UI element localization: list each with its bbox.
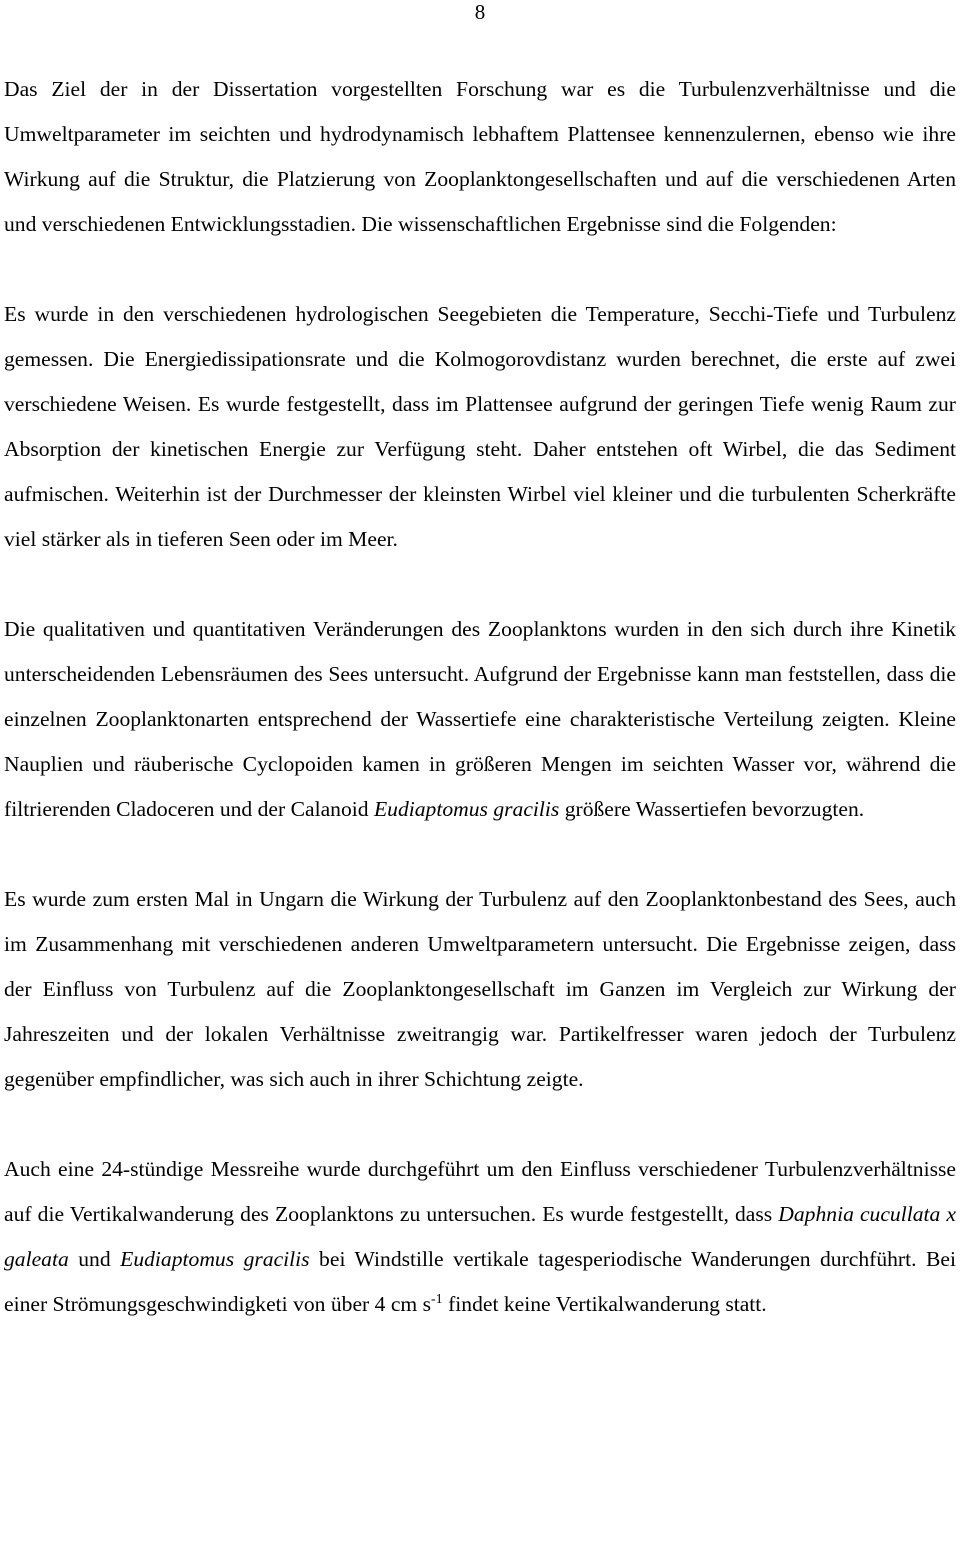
species-name: Daphnia cucullata x galeata [4, 1202, 956, 1271]
paragraph-gap [4, 832, 956, 877]
unit-exponent: -1 [431, 1292, 443, 1307]
paragraph-5-text-d: findet keine Vertikalwanderung statt. [442, 1292, 767, 1316]
paragraph-gap [4, 562, 956, 607]
paragraph-gap [4, 247, 956, 292]
paragraph-gap [4, 1102, 956, 1147]
paragraph-3 [4, 607, 956, 832]
paragraph-2: Es wurde in den verschiedenen hydrologischen Seegebieten die Temperature, Secchi-Tiefe und Turbulenz gemessen. Die Energiedissipationsrate und die Kolmogorovdistanz wurden berechnet, die erste auf zwei verschiedene Weisen. Es wurde festgestellt, dass im Plattensee aufgrund der geringen Tiefe wenig Raum zur Absorption der kinetischen Energie zur Verfügung steht. Daher entstehen oft Wirbel, die das Sediment aufmischen. Weiterhin ist der Durchmesser der kleinsten Wirbel viel kleiner und die turbulenten Scherkräfte viel stärker als in tieferen Seen oder im Meer. [4, 302, 956, 551]
species-name: Eudiaptomus gracilis [373, 797, 560, 821]
page-number: 8 [474, 0, 486, 24]
paragraph-5 [4, 1147, 956, 1327]
paragraph-5-text-b: und [68, 1247, 121, 1271]
paragraph-4: Es wurde zum ersten Mal in Ungarn die Wirkung der Turbulenz auf den Zooplanktonbestand des Sees, auch im Zusammenhang mit verschiedenen anderen Umweltparametern untersucht. Die Ergebnisse zeigen, dass der Einfluss von Turbulenz auf die Zooplanktongesellschaft im Ganzen im Vergleich zur Wirkung der Jahreszeiten und der lokalen Verhältnisse zweitrangig war. Partikelfresser waren jedoch der Turbulenz gegenüber empfindlicher, was sich auch in ihrer Schichtung zeigte. [4, 887, 956, 1091]
paragraph-5-text-c: bei Windstille vertikale tagesperiodische Wanderungen durchführt. Bei einer Strömungsgeschwindigketi von über 4 cm s [4, 1247, 956, 1316]
document-body [4, 67, 956, 1327]
paragraph-3-text-b: größere Wassertiefen bevorzugten. [559, 797, 865, 821]
paragraph-3-text-a: Die qualitativen und quantitativen Veränderungen des Zooplanktons wurden in den sich durch ihre Kinetik unterscheidenden Lebensräumen des Sees untersucht. Aufgrund der Ergebnisse kann man feststellen, dass die einzelnen Zooplanktonarten entsprechend der Wassertiefe eine charakteristische Verteilung zeigten. Kleine Nauplien und räuberische Cyclopoiden kamen in größeren Mengen im seichten Wasser vor, während die filtrierenden Cladoceren und der Calanoid [4, 617, 956, 821]
species-name: Eudiaptomus gracilis [120, 1247, 310, 1271]
paragraph-1: Das Ziel der in der Dissertation vorgestellten Forschung war es die Turbulenzverhältnisse und die Umweltparameter im seichten und hydrodynamisch lebhaftem Plattensee kennenzulernen, ebenso wie ihre Wirkung auf die Struktur, die Platzierung von Zooplanktongesellschaften und auf die verschiedenen Arten und verschiedenen Entwicklungsstadien. Die wissenschaftlichen Ergebnisse sind die Folgenden: [4, 77, 956, 236]
paragraph-5-text-a: Auch eine 24-stündige Messreihe wurde durchgeführt um den Einfluss verschiedener Turbulenzverhältnisse auf die Vertikalwanderung des Zooplanktons zu untersuchen. Es wurde festgestellt, dass [4, 1157, 956, 1226]
